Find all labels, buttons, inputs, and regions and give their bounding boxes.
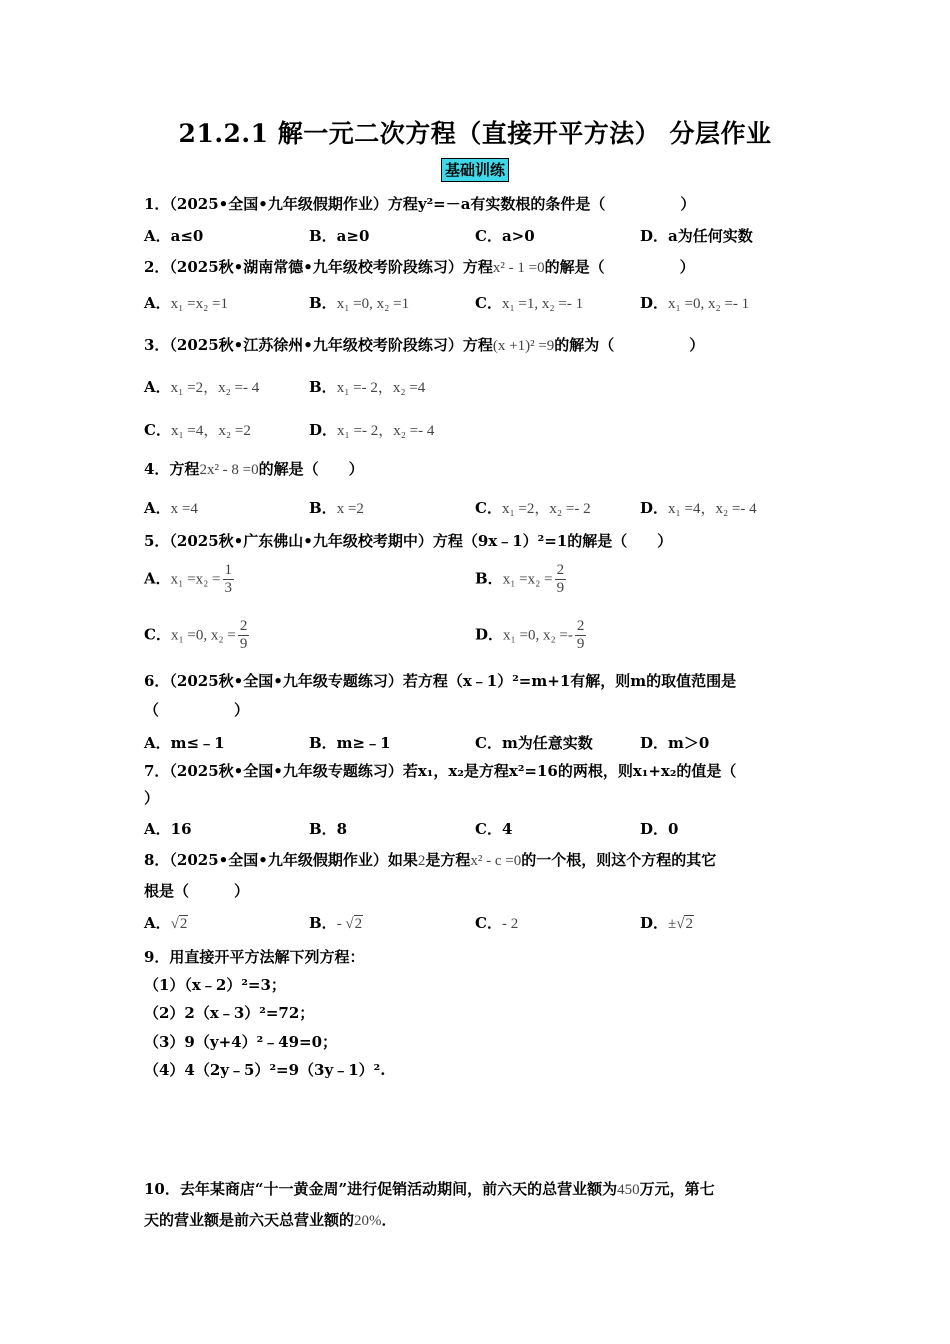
sqrt-symbol: ±√2 [668,916,693,932]
q6-option-c: C．m为任意实数 [475,734,593,752]
q5-option-b: B．x₁ =x₂ = $\frac{2}{9}$ [475,562,565,596]
question-10-line-1: 10．去年某商店“十一黄金周”进行促销活动期间，前六天的总营业额为450万元，第七 [144,1180,715,1198]
q4-option-b: B．x =2 [309,499,364,517]
q1-option-b: B．a≥0 [309,227,370,245]
question-8-stem-cont: 根是（ ） [144,882,250,900]
question-6-stem: 6．（2025秋•全国•九年级专题练习）若方程（x﹣1）²=m+1有解，则m的取值范围是 [144,672,737,690]
q4-option-d: D．x₁ =4，x₂ =- 4 [640,499,757,517]
q6-option-a: A．m≤﹣1 [144,734,225,752]
question-3-stem: 3．（2025秋•江苏徐州•九年级校考阶段练习）方程(x +1)² =9的解为（ ） [144,336,705,354]
q5-option-a: A．x₁ =x₂ = $\frac{1}{3}$ [144,562,233,596]
q5-a-fraction: $\frac{1}{3}$ [224,562,233,596]
question-8-stem: 8．（2025•全国•九年级假期作业）如果2是方程x² - c =0的一个根，则这个方程的其它 [144,851,717,869]
q2-option-d: D．x₁ =0, x₂ =- 1 [640,294,750,312]
q6-option-b: B．m≥﹣1 [309,734,391,752]
q3-option-a: A．x₁ =2，x₂ =- 4 [144,378,260,396]
q8-equation: x² - c =0 [470,853,522,869]
q3-option-c: C．x₁ =4，x₂ =2 [144,421,251,439]
q8-option-a: A．√2 [144,914,188,932]
question-7-stem-cont: ） [144,789,160,807]
page-title: 21.2.1 解一元二次方程（直接开平方法） 分层作业 [178,119,772,148]
question-4-stem: 4．方程2x² - 8 =0的解是（ ） [144,460,364,478]
question-2-stem: 2．（2025秋•湖南常德•九年级校考阶段练习）方程x² - 1 =0的解是（ ） [144,258,695,276]
q7-option-d: D．0 [640,820,679,838]
q8-option-d: D．±√2 [640,914,693,932]
q1-option-c: C．a>0 [475,227,535,245]
q8-option-c: C．- 2 [475,914,519,932]
q1-option-d: D．a为任何实数 [640,227,753,245]
q5-option-d: D．x₁ =0, x₂ =- $\frac{2}{9}$ [475,618,585,652]
sqrt-symbol: - √2 [336,916,363,932]
q3-option-d: D．x₁ =- 2，x₂ =- 4 [309,421,435,439]
q5-c-fraction: $\frac{2}{9}$ [239,618,248,652]
q5-d-fraction: $\frac{2}{9}$ [576,618,585,652]
q2-option-b: B．x₁ =0, x₂ =1 [309,294,410,312]
q3-equation: (x +1)² =9 [492,338,555,354]
q3-option-b: B．x₁ =- 2，x₂ =4 [309,378,426,396]
q4-equation: 2x² - 8 =0 [199,462,259,478]
question-7-stem: 7．（2025秋•全国•九年级专题练习）若x₁，x₂是方程x²=16的两根，则x₁+x₂的值是（ [144,762,737,780]
q2-equation: x² - 1 =0 [492,260,545,276]
q9-item-3: （3）9（y+4）²﹣49=0； [144,1033,338,1051]
question-1-stem: 1．（2025•全国•九年级假期作业）方程y²=－a有实数根的条件是（ ） [144,195,696,213]
q6-option-d: D．m＞0 [640,734,710,752]
sqrt-symbol: √2 [170,916,188,932]
q2-option-a: A．x₁ =x₂ =1 [144,294,229,312]
q5-b-fraction: $\frac{2}{9}$ [556,562,565,596]
question-6-stem-cont: （ ） [144,701,250,719]
question-10-line-2: 天的营业额是前六天总营业额的20%． [144,1211,397,1229]
q2-option-c: C．x₁ =1, x₂ =- 1 [475,294,584,312]
q9-item-1: （1）（x﹣2）²=3； [144,976,286,994]
question-5-stem: 5．（2025秋•广东佛山•九年级校考期中）方程（9x﹣1）²=1的解是（ ） [144,532,673,550]
q1-option-a: A．a≤0 [144,227,204,245]
question-9-stem: 9．用直接开平方法解下列方程： [144,948,365,966]
q5-option-c: C．x₁ =0, x₂ = $\frac{2}{9}$ [144,618,248,652]
q7-option-c: C．4 [475,820,513,838]
q7-option-a: A．16 [144,820,192,838]
q4-option-a: A．x =4 [144,499,198,517]
q9-item-4: （4）4（2y﹣5）²=9（3y﹣1）². [144,1061,386,1079]
q7-option-b: B．8 [309,820,348,838]
q8-option-b: B．- √2 [309,914,363,932]
section-label: 基础训练 [441,158,509,182]
q9-item-2: （2）2（x﹣3）²=72； [144,1004,315,1022]
q4-option-c: C．x₁ =2，x₂ =- 2 [475,499,591,517]
